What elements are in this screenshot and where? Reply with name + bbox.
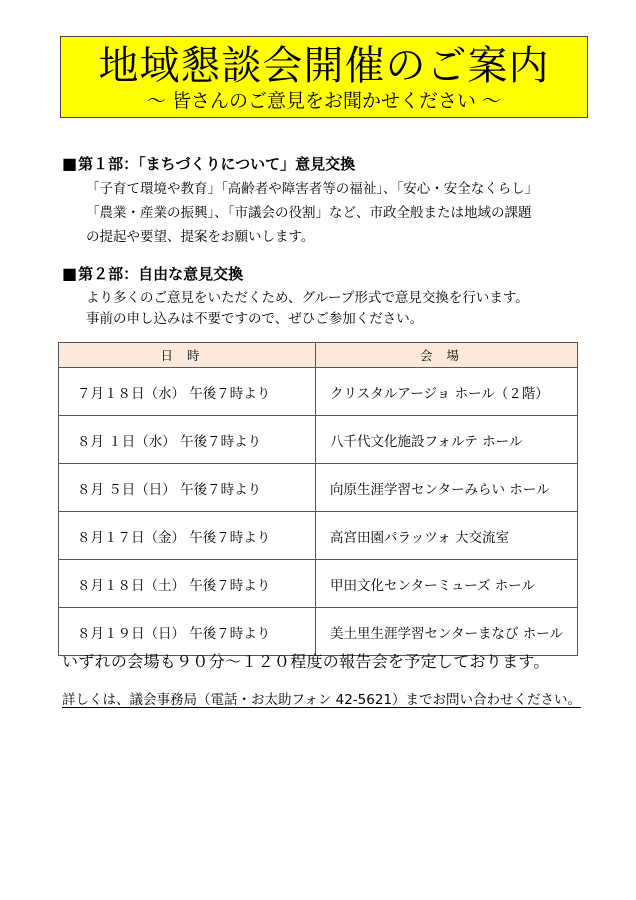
schedule-date: ８月 ５日（日） 午後７時より	[59, 464, 316, 512]
section1-body	[86, 177, 606, 249]
section1-heading-text: 第１部：「まちづくりについて」意見交換	[78, 155, 356, 173]
section1-line: の提起や要望、提案をお願いします。	[86, 229, 315, 245]
schedule-venue: 向原生涯学習センターみらい ホール	[316, 464, 578, 512]
table-row	[59, 368, 578, 416]
schedule-venue: 甲田文化センターミューズ ホール	[316, 560, 578, 608]
schedule-date: ７月１８日（水） 午後７時より	[59, 368, 316, 416]
contact-info: 詳しくは、議会事務局（電話・お太助フォン 42-5621）までお問い合わせください。	[62, 692, 582, 708]
schedule-date: ８月１８日（土） 午後７時より	[59, 560, 316, 608]
title-banner	[60, 36, 588, 118]
square-bullet-icon: ■	[62, 154, 78, 173]
section1-line: 「農業・産業の振興」、「市議会の役割」など、市政全般または地域の課題	[86, 205, 532, 221]
section2-heading	[62, 264, 243, 284]
section2-line: 事前の申し込みは不要ですので、ぜひご参加ください。	[86, 311, 424, 327]
table-row	[59, 416, 578, 464]
schedule-venue: 美土里生涯学習センターまなび ホール	[316, 608, 578, 656]
table-row	[59, 608, 578, 656]
report-note: いずれの会場も９０分～１２０程度の報告会を予定しております。	[62, 652, 550, 671]
section2-line: より多くのご意見をいただくため、グループ形式で意見交換を行います。	[86, 290, 529, 306]
table-row	[59, 464, 578, 512]
schedule-header-row	[59, 343, 578, 368]
column-header-datetime: 日時	[59, 343, 316, 368]
page-title: 地域懇談会開催のご案内	[98, 43, 550, 89]
section1-line: 「子育て環境や教育」「高齢者や障害者等の福祉」、「安心・安全なくらし」	[86, 181, 539, 197]
schedule-date: ８月１７日（金） 午後７時より	[59, 512, 316, 560]
schedule-venue: 高宮田園パラッツォ 大交流室	[316, 512, 578, 560]
section2-body	[86, 288, 606, 330]
table-row	[59, 512, 578, 560]
section2-heading-text: 第２部：自由な意見交換	[78, 265, 244, 283]
column-header-venue: 会場	[316, 343, 578, 368]
schedule-date: ８月 １日（水） 午後７時より	[59, 416, 316, 464]
page-subtitle: ～ 皆さんのご意見をお聞かせください ～	[146, 90, 502, 112]
section1-heading	[62, 154, 355, 174]
square-bullet-icon: ■	[62, 264, 78, 283]
schedule-venue: クリスタルアージョ ホール（２階）	[316, 368, 578, 416]
schedule-date: ８月１９日（日） 午後７時より	[59, 608, 316, 656]
schedule-venue: 八千代文化施設フォルテ ホール	[316, 416, 578, 464]
table-row	[59, 560, 578, 608]
schedule-table	[58, 342, 578, 656]
